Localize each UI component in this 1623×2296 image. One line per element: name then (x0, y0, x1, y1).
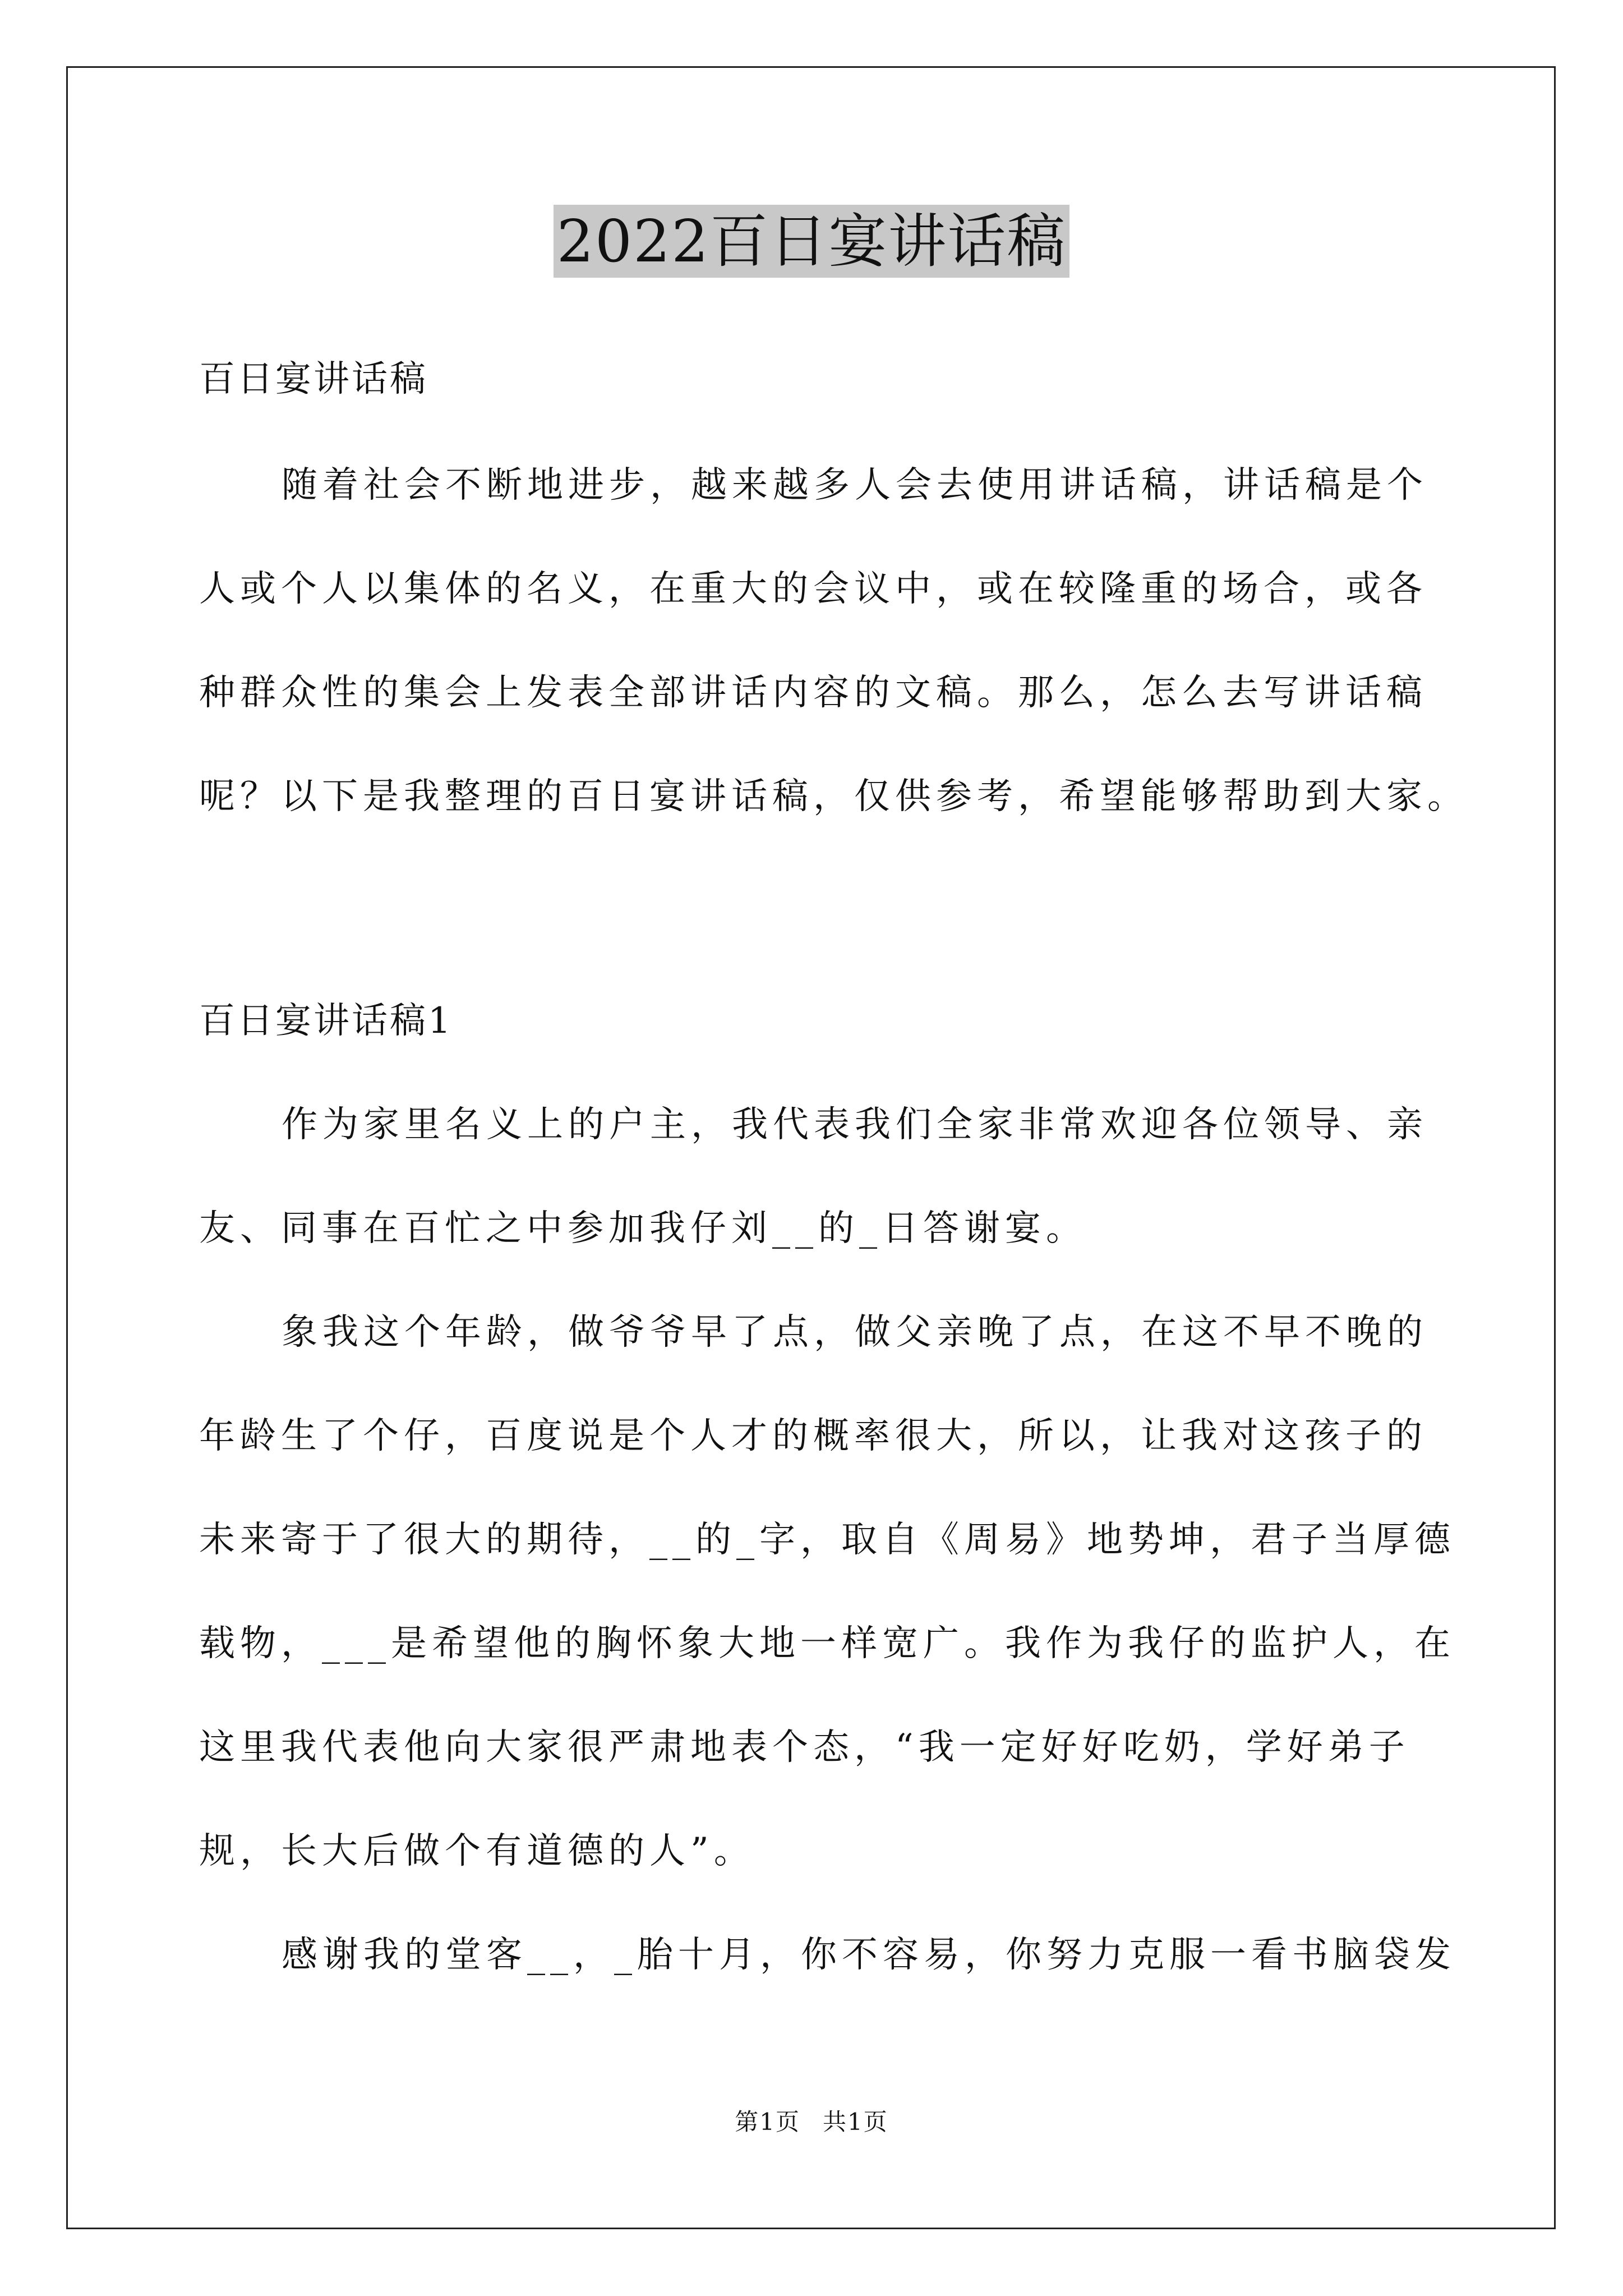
document-title: 2022百日宴讲话稿 (554, 205, 1070, 278)
page-footer (0, 2106, 1623, 2138)
title-container (0, 205, 1623, 278)
paragraph-line: 载物，___是希望他的胸怀象大地一样宽广。我作为我仔的监护人，在 (199, 1623, 1455, 1664)
paragraph-line: 作为家里名义上的户主，我代表我们全家非常欢迎各位领导、亲 (282, 1104, 1428, 1145)
paragraph-line: 象我这个年龄，做爷爷早了点，做父亲晚了点，在这不早不晚的 (282, 1312, 1428, 1353)
paragraph-line: 这里我代表他向大家很严肃地表个态，“我一定好好吃奶，学好弟子 (199, 1727, 1410, 1768)
page-total: 共1页 (823, 2108, 888, 2136)
section-heading: 百日宴讲话稿 (199, 358, 428, 400)
paragraph-line: 规，长大后做个有道德的人”。 (199, 1830, 755, 1872)
paragraph-line: 种群众性的集会上发表全部讲话内容的文稿。那么，怎么去写讲话稿 (199, 672, 1427, 714)
paragraph-line: 呢？以下是我整理的百日宴讲话稿，仅供参考，希望能够帮助到大家。 (199, 776, 1468, 817)
paragraph-line: 感谢我的堂客__，_胎十月，你不容易，你努力克服一看书脑袋发 (282, 1934, 1456, 1976)
paragraph-line: 年龄生了个仔，百度说是个人才的概率很大，所以，让我对这孩子的 (199, 1415, 1427, 1457)
paragraph-line: 随着社会不断地进步，越来越多人会去使用讲话稿，讲话稿是个 (282, 464, 1428, 506)
paragraph-line: 未来寄于了很大的期待，__的_字，取自《周易》地势坤，君子当厚德 (199, 1519, 1455, 1561)
paragraph-line: 人或个人以集体的名义，在重大的会议中，或在较隆重的场合，或各 (199, 568, 1427, 610)
section-heading: 百日宴讲话稿1 (199, 1000, 453, 1042)
page-number: 第1页 (735, 2108, 800, 2136)
paragraph-line: 友、同事在百忙之中参加我仔刘__的_日答谢宴。 (199, 1208, 1087, 1249)
